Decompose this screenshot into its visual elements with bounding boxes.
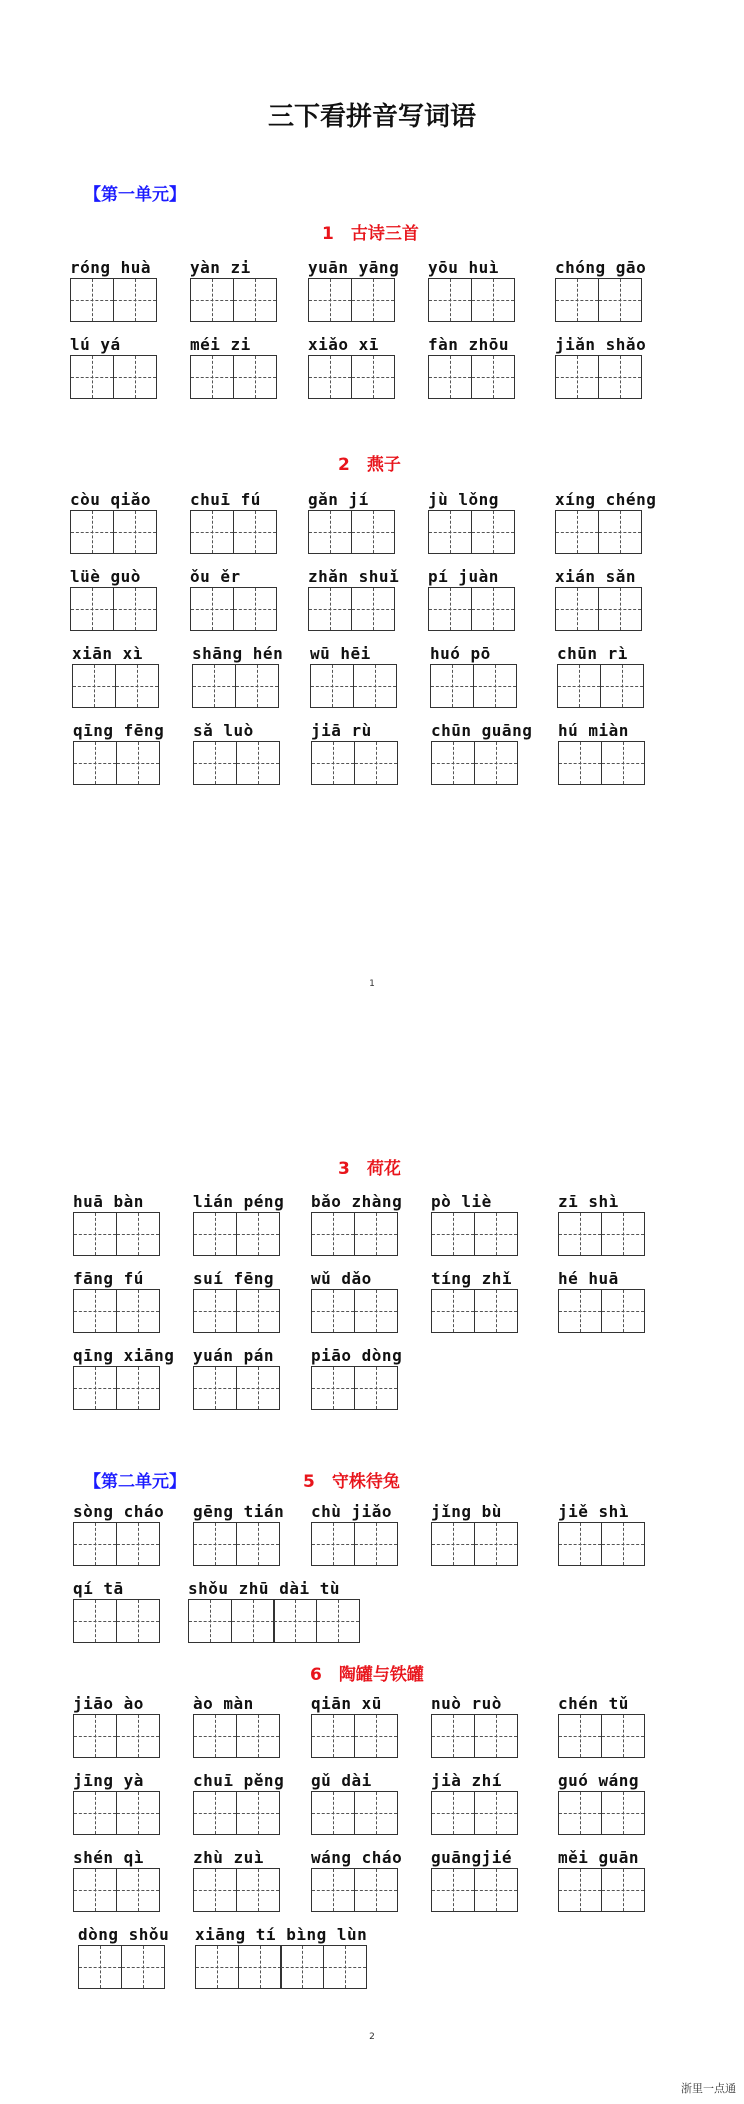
pinyin-label: huó pō — [430, 644, 491, 663]
writing-cell[interactable] — [193, 741, 237, 785]
writing-cell[interactable] — [116, 1289, 160, 1333]
lesson-heading-1: 1 古诗三首 — [322, 224, 419, 244]
writing-cell[interactable] — [236, 1522, 280, 1566]
writing-grid — [190, 510, 277, 554]
writing-grid — [431, 1714, 518, 1758]
writing-cell[interactable] — [351, 510, 395, 554]
pinyin-label: lú yá — [70, 335, 121, 354]
pinyin-label: sǎ luò — [193, 721, 254, 740]
pinyin-label: jù lǒng — [428, 490, 499, 509]
writing-grid — [193, 1289, 280, 1333]
writing-cell[interactable] — [195, 1945, 239, 1989]
pinyin-label: yuān yāng — [308, 258, 400, 277]
writing-grid — [430, 664, 517, 708]
pinyin-label: lüè guò — [70, 567, 141, 586]
writing-grid — [558, 1212, 645, 1256]
pinyin-label: qiān xū — [311, 1694, 382, 1713]
pinyin-label: ào màn — [193, 1694, 254, 1713]
pinyin-label: shāng hén — [192, 644, 284, 663]
writing-grid — [311, 1868, 398, 1912]
pinyin-label: chén tǔ — [558, 1694, 629, 1713]
writing-grid — [431, 1868, 518, 1912]
writing-cell[interactable] — [233, 278, 277, 322]
writing-cell[interactable] — [473, 664, 517, 708]
writing-grid — [311, 741, 398, 785]
writing-cell[interactable] — [193, 1868, 237, 1912]
writing-cell[interactable] — [474, 1791, 518, 1835]
pinyin-label: chūn guāng — [431, 721, 533, 740]
writing-grid — [70, 355, 157, 399]
pinyin-label: jiǎn shǎo — [555, 335, 647, 354]
pinyin-label: chūn rì — [557, 644, 628, 663]
pinyin-label: zhǎn shuǐ — [308, 567, 400, 586]
pinyin-label: gǎn jí — [308, 490, 369, 509]
pinyin-label: jiě shì — [558, 1502, 629, 1521]
writing-cell[interactable] — [474, 1714, 518, 1758]
writing-cell[interactable] — [78, 1945, 122, 1989]
writing-cell[interactable] — [236, 1289, 280, 1333]
writing-cell[interactable] — [280, 1945, 324, 1989]
writing-cell[interactable] — [555, 587, 599, 631]
writing-grid — [558, 1714, 645, 1758]
writing-grid — [428, 355, 515, 399]
writing-cell[interactable] — [116, 1868, 160, 1912]
writing-cell[interactable] — [115, 664, 159, 708]
writing-grid — [558, 1289, 645, 1333]
writing-cell[interactable] — [311, 1868, 355, 1912]
pinyin-label: yōu huì — [428, 258, 499, 277]
writing-cell[interactable] — [428, 278, 472, 322]
pinyin-label: hú miàn — [558, 721, 629, 740]
writing-cell[interactable] — [354, 1366, 398, 1410]
writing-cell[interactable] — [311, 1522, 355, 1566]
writing-cell[interactable] — [236, 1714, 280, 1758]
pinyin-label: sòng cháo — [73, 1502, 165, 1521]
writing-cell[interactable] — [73, 741, 117, 785]
writing-grid — [308, 510, 395, 554]
writing-cell[interactable] — [428, 510, 472, 554]
writing-cell[interactable] — [428, 587, 472, 631]
writing-cell[interactable] — [73, 1791, 117, 1835]
writing-cell[interactable] — [601, 1289, 645, 1333]
writing-cell[interactable] — [73, 1522, 117, 1566]
writing-cell[interactable] — [308, 510, 352, 554]
writing-cell[interactable] — [598, 355, 642, 399]
unit-label-2: 【第二单元】 — [84, 1472, 186, 1492]
writing-cell[interactable] — [193, 1289, 237, 1333]
writing-cell[interactable] — [431, 741, 475, 785]
writing-grid — [555, 510, 642, 554]
pinyin-label: gǔ dài — [311, 1771, 372, 1790]
pinyin-label: wǔ dǎo — [311, 1269, 372, 1288]
pinyin-label: còu qiǎo — [70, 490, 152, 509]
lesson-heading-5: 5 守株待兔 — [303, 1472, 400, 1492]
writing-cell[interactable] — [310, 664, 354, 708]
writing-cell[interactable] — [193, 1791, 237, 1835]
pinyin-label: pí juàn — [428, 567, 499, 586]
writing-cell[interactable] — [598, 587, 642, 631]
writing-grid — [311, 1212, 398, 1256]
pinyin-label: qīng fēng — [73, 721, 165, 740]
writing-cell[interactable] — [116, 1366, 160, 1410]
writing-cell[interactable] — [431, 1289, 475, 1333]
writing-grid — [193, 1791, 280, 1835]
writing-cell[interactable] — [351, 587, 395, 631]
pinyin-label: wū hēi — [310, 644, 371, 663]
writing-cell[interactable] — [601, 1791, 645, 1835]
writing-grid — [192, 664, 279, 708]
pinyin-label: jiā rù — [311, 721, 372, 740]
writing-cell[interactable] — [311, 1212, 355, 1256]
writing-grid — [431, 741, 518, 785]
writing-cell[interactable] — [73, 1868, 117, 1912]
writing-grid — [73, 741, 160, 785]
writing-cell[interactable] — [73, 1714, 117, 1758]
writing-grid — [428, 587, 515, 631]
writing-cell[interactable] — [354, 1791, 398, 1835]
writing-cell[interactable] — [601, 1714, 645, 1758]
writing-cell[interactable] — [236, 1791, 280, 1835]
writing-cell[interactable] — [116, 741, 160, 785]
writing-cell[interactable] — [558, 1791, 602, 1835]
lesson-heading-2: 2 燕子 — [338, 455, 401, 475]
writing-cell[interactable] — [116, 1791, 160, 1835]
pinyin-label: wáng cháo — [311, 1848, 403, 1867]
writing-cell[interactable] — [231, 1599, 275, 1643]
writing-cell[interactable] — [555, 510, 599, 554]
writing-cell[interactable] — [308, 355, 352, 399]
writing-cell[interactable] — [354, 1714, 398, 1758]
writing-cell[interactable] — [558, 741, 602, 785]
lesson-heading-6: 6 陶罐与铁罐 — [310, 1665, 424, 1685]
writing-grid — [431, 1522, 518, 1566]
writing-cell[interactable] — [116, 1714, 160, 1758]
writing-cell[interactable] — [113, 510, 157, 554]
pinyin-label: shǒu zhū dài tù — [188, 1579, 340, 1598]
writing-grid — [431, 1791, 518, 1835]
writing-cell[interactable] — [73, 1212, 117, 1256]
writing-cell[interactable] — [354, 1212, 398, 1256]
pinyin-label: jǐng bù — [431, 1502, 502, 1521]
writing-grid — [70, 587, 157, 631]
writing-grid — [73, 1599, 160, 1643]
pinyin-label: chù jiǎo — [311, 1502, 393, 1521]
pinyin-label: yàn zi — [190, 258, 251, 277]
writing-cell[interactable] — [193, 1714, 237, 1758]
writing-cell[interactable] — [236, 1212, 280, 1256]
writing-cell[interactable] — [192, 664, 236, 708]
pinyin-label: xiǎo xī — [308, 335, 379, 354]
writing-grid — [72, 664, 159, 708]
pinyin-label: zī shì — [558, 1192, 619, 1211]
writing-cell[interactable] — [354, 741, 398, 785]
writing-grid — [188, 1599, 360, 1643]
writing-grid — [311, 1791, 398, 1835]
writing-cell[interactable] — [601, 1522, 645, 1566]
writing-grid — [555, 355, 642, 399]
writing-cell[interactable] — [474, 1868, 518, 1912]
pinyin-label: pò liè — [431, 1192, 492, 1211]
pinyin-label: bǎo zhàng — [311, 1192, 403, 1211]
writing-cell[interactable] — [557, 664, 601, 708]
writing-grid — [190, 278, 277, 322]
writing-cell[interactable] — [558, 1289, 602, 1333]
writing-cell[interactable] — [116, 1599, 160, 1643]
writing-cell[interactable] — [116, 1522, 160, 1566]
writing-cell[interactable] — [431, 1522, 475, 1566]
writing-grid — [428, 510, 515, 554]
page-number-2: 2 — [369, 2032, 375, 2042]
writing-cell[interactable] — [471, 587, 515, 631]
writing-cell[interactable] — [474, 1522, 518, 1566]
pinyin-label: guó wáng — [558, 1771, 640, 1790]
pinyin-label: chóng gāo — [555, 258, 647, 277]
writing-cell[interactable] — [236, 1868, 280, 1912]
writing-cell[interactable] — [601, 741, 645, 785]
pinyin-label: huā bàn — [73, 1192, 144, 1211]
writing-cell[interactable] — [238, 1945, 282, 1989]
writing-cell[interactable] — [601, 1868, 645, 1912]
writing-cell[interactable] — [598, 510, 642, 554]
writing-cell[interactable] — [311, 741, 355, 785]
writing-cell[interactable] — [555, 278, 599, 322]
pinyin-label: fàn zhōu — [428, 335, 510, 354]
writing-grid — [557, 664, 644, 708]
pinyin-label: dòng shǒu — [78, 1925, 170, 1944]
writing-cell[interactable] — [70, 355, 114, 399]
writing-grid — [311, 1289, 398, 1333]
writing-cell[interactable] — [113, 587, 157, 631]
writing-grid — [193, 1212, 280, 1256]
pinyin-label: xiāng tí bìng lùn — [195, 1925, 368, 1944]
watermark: 浙里一点通 — [681, 2082, 736, 2095]
writing-cell[interactable] — [558, 1522, 602, 1566]
writing-grid — [558, 1868, 645, 1912]
pinyin-label: fāng fú — [73, 1269, 144, 1288]
writing-cell[interactable] — [558, 1714, 602, 1758]
pinyin-label: chuī fú — [190, 490, 261, 509]
writing-cell[interactable] — [431, 1212, 475, 1256]
writing-grid — [558, 741, 645, 785]
writing-cell[interactable] — [190, 587, 234, 631]
writing-cell[interactable] — [273, 1599, 317, 1643]
writing-grid — [73, 1714, 160, 1758]
writing-grid — [73, 1366, 160, 1410]
writing-cell[interactable] — [474, 1289, 518, 1333]
pinyin-label: róng huà — [70, 258, 152, 277]
writing-cell[interactable] — [190, 355, 234, 399]
writing-cell[interactable] — [233, 587, 277, 631]
writing-cell[interactable] — [70, 278, 114, 322]
pinyin-label: shén qì — [73, 1848, 144, 1867]
writing-cell[interactable] — [555, 355, 599, 399]
writing-cell[interactable] — [236, 741, 280, 785]
writing-grid — [70, 278, 157, 322]
pinyin-label: yuán pán — [193, 1346, 275, 1365]
pinyin-label: měi guān — [558, 1848, 640, 1867]
writing-cell[interactable] — [70, 587, 114, 631]
pinyin-label: lián péng — [193, 1192, 285, 1211]
writing-cell[interactable] — [308, 278, 352, 322]
unit-label-1: 【第一单元】 — [84, 185, 186, 205]
writing-grid — [428, 278, 515, 322]
writing-cell[interactable] — [236, 1366, 280, 1410]
writing-cell[interactable] — [190, 278, 234, 322]
writing-cell[interactable] — [235, 664, 279, 708]
pinyin-label: guāngjié — [431, 1848, 513, 1867]
writing-grid — [78, 1945, 165, 1989]
writing-grid — [555, 278, 642, 322]
writing-cell[interactable] — [471, 355, 515, 399]
pinyin-label: xiān xì — [72, 644, 143, 663]
writing-grid — [308, 355, 395, 399]
writing-cell[interactable] — [70, 510, 114, 554]
writing-grid — [308, 587, 395, 631]
lesson-heading-3: 3 荷花 — [338, 1159, 401, 1179]
pinyin-label: nuò ruò — [431, 1694, 502, 1713]
writing-grid — [558, 1791, 645, 1835]
writing-grid — [193, 1522, 280, 1566]
writing-cell[interactable] — [474, 1212, 518, 1256]
writing-cell[interactable] — [353, 664, 397, 708]
writing-cell[interactable] — [316, 1599, 360, 1643]
page-number-1: 1 — [369, 979, 375, 989]
writing-cell[interactable] — [73, 1366, 117, 1410]
writing-cell[interactable] — [323, 1945, 367, 1989]
writing-cell[interactable] — [431, 1791, 475, 1835]
writing-grid — [73, 1522, 160, 1566]
writing-grid — [311, 1522, 398, 1566]
writing-cell[interactable] — [233, 355, 277, 399]
writing-cell[interactable] — [354, 1289, 398, 1333]
writing-cell[interactable] — [311, 1289, 355, 1333]
writing-cell[interactable] — [598, 278, 642, 322]
writing-grid — [193, 1714, 280, 1758]
pinyin-label: jiāo ào — [73, 1694, 144, 1713]
writing-cell[interactable] — [558, 1212, 602, 1256]
writing-cell[interactable] — [600, 664, 644, 708]
writing-grid — [308, 278, 395, 322]
writing-grid — [311, 1366, 398, 1410]
writing-grid — [555, 587, 642, 631]
writing-cell[interactable] — [190, 510, 234, 554]
pinyin-label: jià zhí — [431, 1771, 502, 1790]
pinyin-label: tíng zhǐ — [431, 1269, 513, 1288]
writing-grid — [193, 1366, 280, 1410]
writing-cell[interactable] — [121, 1945, 165, 1989]
writing-grid — [73, 1289, 160, 1333]
writing-cell[interactable] — [193, 1212, 237, 1256]
writing-cell[interactable] — [428, 355, 472, 399]
writing-grid — [193, 1868, 280, 1912]
writing-cell[interactable] — [193, 1366, 237, 1410]
writing-cell[interactable] — [354, 1868, 398, 1912]
writing-cell[interactable] — [471, 278, 515, 322]
writing-cell[interactable] — [474, 741, 518, 785]
writing-grid — [310, 664, 397, 708]
writing-cell[interactable] — [311, 1791, 355, 1835]
writing-cell[interactable] — [188, 1599, 232, 1643]
writing-grid — [73, 1791, 160, 1835]
pinyin-label: xián sǎn — [555, 567, 637, 586]
pinyin-label: chuī pěng — [193, 1771, 285, 1790]
writing-grid — [193, 741, 280, 785]
pinyin-label: hé huā — [558, 1269, 619, 1288]
writing-cell[interactable] — [113, 355, 157, 399]
writing-cell[interactable] — [116, 1212, 160, 1256]
writing-cell[interactable] — [311, 1366, 355, 1410]
writing-cell[interactable] — [113, 278, 157, 322]
writing-cell[interactable] — [351, 355, 395, 399]
writing-cell[interactable] — [558, 1868, 602, 1912]
pinyin-label: qīng xiāng — [73, 1346, 175, 1365]
pinyin-label: piāo dòng — [311, 1346, 403, 1365]
writing-grid — [70, 510, 157, 554]
pinyin-label: méi zi — [190, 335, 251, 354]
writing-cell[interactable] — [308, 587, 352, 631]
writing-cell[interactable] — [73, 1289, 117, 1333]
writing-cell[interactable] — [73, 1599, 117, 1643]
writing-grid — [431, 1289, 518, 1333]
writing-grid — [311, 1714, 398, 1758]
writing-cell[interactable] — [431, 1714, 475, 1758]
writing-grid — [73, 1212, 160, 1256]
writing-cell[interactable] — [471, 510, 515, 554]
page-title: 三下看拼音写词语 — [267, 102, 476, 132]
writing-grid — [190, 355, 277, 399]
writing-cell[interactable] — [193, 1522, 237, 1566]
writing-cell[interactable] — [354, 1522, 398, 1566]
writing-grid — [431, 1212, 518, 1256]
pinyin-label: gēng tián — [193, 1502, 285, 1521]
writing-grid — [190, 587, 277, 631]
writing-cell[interactable] — [601, 1212, 645, 1256]
writing-cell[interactable] — [431, 1868, 475, 1912]
pinyin-label: suí fēng — [193, 1269, 275, 1288]
pinyin-label: jīng yà — [73, 1771, 144, 1790]
pinyin-label: ǒu ěr — [190, 567, 241, 586]
writing-grid — [195, 1945, 367, 1989]
pinyin-label: xíng chéng — [555, 490, 657, 509]
writing-cell[interactable] — [351, 278, 395, 322]
writing-grid — [558, 1522, 645, 1566]
pinyin-label: zhù zuì — [193, 1848, 264, 1867]
writing-cell[interactable] — [430, 664, 474, 708]
writing-cell[interactable] — [233, 510, 277, 554]
writing-grid — [73, 1868, 160, 1912]
writing-cell[interactable] — [311, 1714, 355, 1758]
writing-cell[interactable] — [72, 664, 116, 708]
pinyin-label: qí tā — [73, 1579, 124, 1598]
